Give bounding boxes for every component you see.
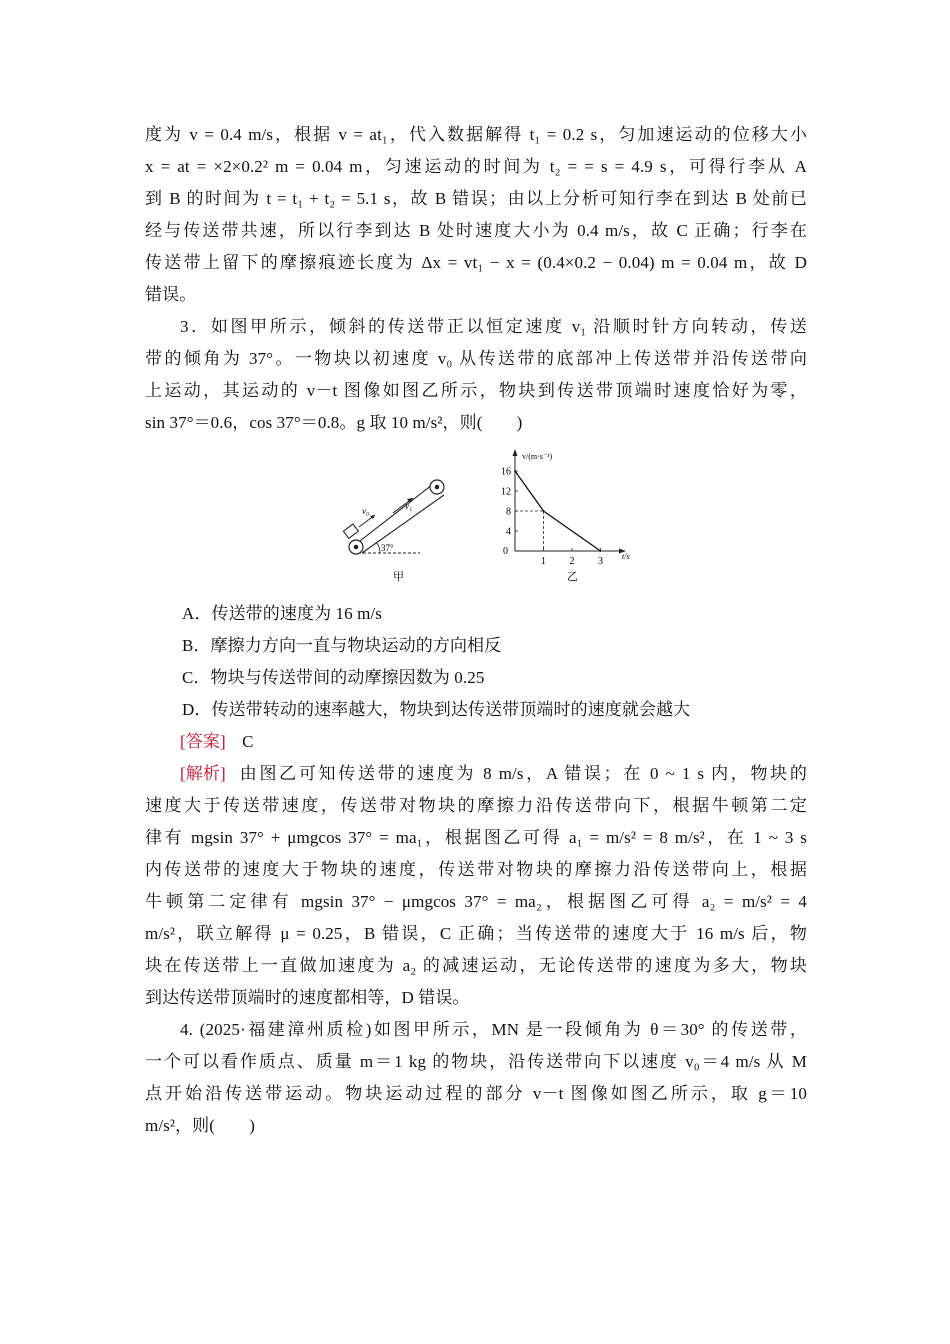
analysis-tag: [解析]: [180, 764, 226, 783]
x-tick-label: 2: [569, 556, 575, 567]
option-b: B．摩擦力方向一直与物块运动的方向相反: [182, 636, 502, 655]
text-line: 到 B 的时间为 t = t₁ + t₂ = 5.1 s，故 B 错误；由以上分析可知行李在到达 B 处前已: [145, 189, 807, 208]
text-line: m/s²，则( ): [145, 1116, 255, 1135]
v1-label: v₁: [405, 501, 413, 511]
figure-conveyor-and-vt-chart: [335, 447, 635, 589]
analysis-line: 块在传送带上一直做加速度为 a₂ 的减速运动，无论传送带的速度为多大，物块: [145, 956, 807, 975]
text-line: 经与传送带共速，所以行李到达 B 处时速度大小为 0.4 m/s，故 C 正确；行李在: [145, 221, 807, 240]
analysis-first-line: [180, 763, 807, 785]
question-3-stem: 3．如图甲所示，倾斜的传送带正以恒定速度 v₁ 沿顺时针方向转动，传送: [180, 317, 807, 336]
text-line: x = at = ×2×0.2² m = 0.04 m，匀速运动的时间为 t₂ = = s = 4.9 s，可得行李从 A: [145, 157, 807, 176]
answer-line: [180, 731, 807, 753]
analysis-text: 由图乙可知传送带的速度为 8 m/s，A 错误；在 0 ~ 1 s 内，物块的: [239, 764, 807, 783]
answer-tag: [答案]: [180, 732, 226, 751]
origin-label: 0: [503, 546, 508, 557]
y-axis-label: v/(m·s⁻¹): [522, 452, 553, 461]
y-tick-label: 8: [506, 506, 511, 518]
caption-yi: 乙: [567, 571, 578, 583]
data-point: [514, 470, 516, 472]
analysis-line: 内传送带的速度大于物块的速度，传送带对物块的摩擦力沿传送带向上，根据: [145, 860, 807, 879]
analysis-line: m/s²，联立解得 μ = 0.25，B 错误，C 正确；当传送带的速度大于 16 m/s 后，物: [145, 924, 807, 943]
text-line: 度为 v = 0.4 m/s，根据 v = at₁，代入数据解得 t₁ = 0.2 s，匀加速运动的位移大小: [145, 125, 807, 144]
block: [343, 524, 358, 538]
text-line: 一个可以看作质点、质量 m＝1 kg 的物块，沿传送带向下以速度 v₀＝4 m/s 从 M: [145, 1052, 807, 1071]
conveyor-diagram: [343, 480, 444, 583]
y-tick-label: 4: [506, 526, 511, 538]
option-d: D．传送带转动的速率越大，物块到达传送带顶端时的速度就会越大: [182, 700, 691, 719]
text-line: 带的倾角为 37°。一物块以初速度 v₀ 从传送带的底部冲上传送带并沿传送带向: [145, 349, 807, 368]
y-tick-label: 12: [501, 486, 511, 498]
text-line: 上运动，其运动的 v－t 图像如图乙所示，物块到传送带顶端时速度恰好为零，: [145, 381, 807, 400]
text-line: 错误。: [145, 285, 197, 304]
angle-label: 37°: [381, 543, 394, 553]
x-axis-label: t/s: [622, 552, 630, 561]
data-point: [600, 550, 602, 552]
x-tick-label: 3: [598, 556, 603, 567]
question-4-stem: 4. (2025·福建漳州质检)如图甲所示，MN 是一段倾角为 θ＝30° 的传送带，: [180, 1020, 807, 1039]
analysis-line: 速度大于传送带速度，传送带对物块的摩擦力沿传送带向下，根据牛顿第二定: [145, 796, 807, 815]
data-point: [543, 510, 545, 512]
vt-chart: [501, 449, 630, 583]
caption-jia: 甲: [393, 571, 404, 583]
text-line: sin 37°＝0.6，cos 37°＝0.8。g 取 10 m/s²，则( ): [145, 413, 523, 432]
text-line: 传送带上留下的摩擦痕迹长度为 Δx = vt₁ − x = (0.4×0.2 − 0.04) m = 0.04 m，故 D: [145, 253, 807, 272]
option-c: C．物块与传送带间的动摩擦因数为 0.25: [182, 668, 485, 687]
analysis-line: 律有 mgsin 37° + μmgcos 37° = ma₁，根据图乙可得 a₁ = m/s² = 8 m/s²，在 1 ~ 3 s: [145, 828, 807, 847]
y-tick-label: 16: [501, 466, 511, 478]
v0-label: v₀: [362, 506, 370, 516]
x-tick-label: 1: [541, 556, 546, 567]
answer-value: C: [242, 732, 254, 751]
option-a: A．传送带的速度为 16 m/s: [182, 604, 382, 623]
analysis-line: 牛顿第二定律有 mgsin 37° − μmgcos 37° = ma₂，根据图乙可得 a₂ = m/s² = 4: [145, 892, 807, 911]
text-line: 点开始沿传送带运动。物块运动过程的部分 v－t 图像如图乙所示，取 g＝10: [145, 1084, 807, 1103]
analysis-line: 到达传送带顶端时的速度都相等，D 错误。: [145, 988, 470, 1007]
